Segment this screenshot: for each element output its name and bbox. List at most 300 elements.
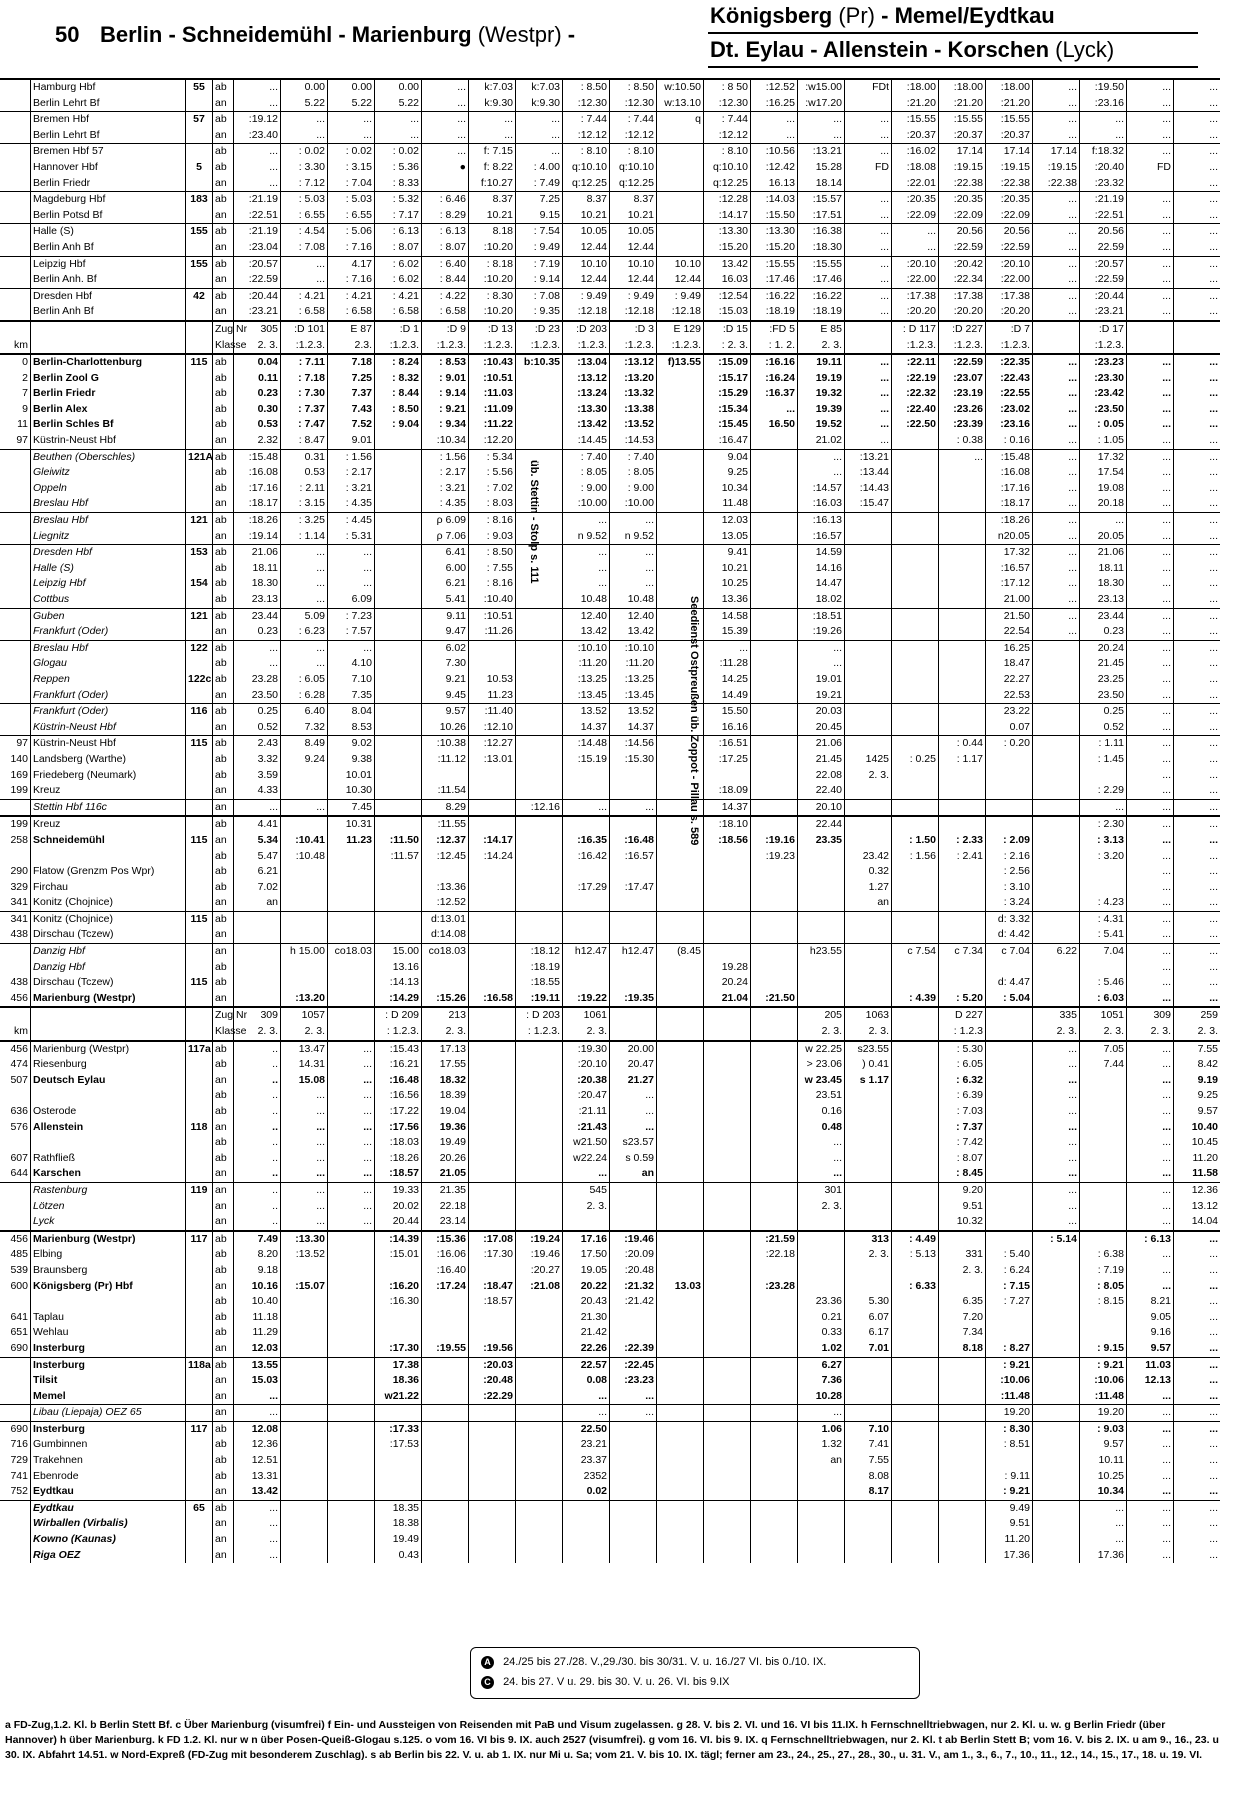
time-cell: 11.23 — [328, 833, 375, 849]
time-cell: FDt — [845, 79, 892, 96]
time-cell — [328, 880, 375, 896]
time-cell: :20.10 — [563, 1057, 610, 1073]
time-cell: ... — [1127, 833, 1174, 849]
time-cell: ... — [845, 386, 892, 402]
arrival-departure-marker: ab — [213, 880, 234, 896]
km-cell — [0, 112, 31, 128]
time-cell: ... — [1127, 371, 1174, 387]
time-cell: :10.56 — [751, 144, 798, 160]
time-cell: 10.10 — [657, 256, 704, 272]
station-name: Insterburg — [31, 1421, 186, 1437]
time-cell — [845, 944, 892, 960]
time-cell: ... — [422, 128, 469, 144]
time-cell: : 7.55 — [469, 561, 516, 577]
time-cell: .. — [234, 1073, 281, 1089]
time-cell: : 2.29 — [1080, 783, 1127, 799]
time-cell: 13.42 — [563, 624, 610, 640]
time-cell: : 7.44 — [563, 112, 610, 128]
time-cell: 17.55 — [422, 1057, 469, 1073]
time-cell — [516, 1548, 563, 1564]
time-cell: 8.53 — [328, 720, 375, 736]
time-cell — [704, 864, 751, 880]
time-cell — [1033, 1405, 1080, 1422]
time-cell — [892, 1166, 939, 1182]
time-cell: :D 203 — [563, 321, 610, 338]
time-cell: ... — [1174, 1357, 1221, 1373]
time-cell: ... — [1174, 1516, 1221, 1532]
time-cell: :18.00 — [892, 79, 939, 96]
arrival-departure-marker: ab — [213, 704, 234, 720]
km-cell — [0, 465, 31, 481]
time-cell — [375, 864, 422, 880]
time-cell — [751, 1325, 798, 1341]
time-cell — [328, 1469, 375, 1485]
time-cell: :15.29 — [704, 386, 751, 402]
time-cell: ... — [845, 112, 892, 128]
time-cell: s 1.17 — [845, 1073, 892, 1089]
time-cell — [939, 895, 986, 911]
time-cell — [516, 752, 563, 768]
time-cell: :20.42 — [939, 256, 986, 272]
timetable-row — [0, 576, 1220, 592]
time-cell — [986, 816, 1033, 833]
time-cell — [469, 944, 516, 960]
time-cell — [892, 864, 939, 880]
station-name: Reppen — [31, 672, 186, 688]
time-cell: : 7.27 — [986, 1294, 1033, 1310]
time-cell: :22.59 — [986, 240, 1033, 256]
time-cell: FD — [1127, 160, 1174, 176]
time-cell: :15.57 — [798, 192, 845, 208]
arrival-departure-marker: ab — [213, 672, 234, 688]
time-cell: 10.40 — [1174, 1120, 1221, 1136]
time-cell — [375, 880, 422, 896]
station-name: Berlin Anh Bf — [31, 240, 186, 256]
time-cell: :11.20 — [563, 656, 610, 672]
time-cell — [986, 1166, 1033, 1182]
time-cell: ... — [1080, 1532, 1127, 1548]
time-cell: ... — [328, 1166, 375, 1182]
time-cell: : 8.30 — [986, 1421, 1033, 1437]
arrival-departure-marker: Zug Nr — [213, 321, 234, 338]
time-cell — [939, 688, 986, 704]
time-cell: ... — [1174, 496, 1221, 512]
table-reference: 42 — [186, 288, 213, 304]
time-cell — [328, 1484, 375, 1500]
time-cell: :19.15 — [1033, 160, 1080, 176]
time-cell: 21.45 — [798, 752, 845, 768]
time-cell: 9.01 — [328, 433, 375, 449]
time-cell: : 6.40 — [422, 256, 469, 272]
time-cell: ... — [1174, 192, 1221, 208]
arrival-departure-marker: an — [213, 1484, 234, 1500]
time-cell: :D 1 — [375, 321, 422, 338]
time-cell: : 4.22 — [422, 288, 469, 304]
timetable-row — [0, 529, 1220, 545]
time-cell: 335 — [1033, 1007, 1080, 1024]
time-cell — [939, 592, 986, 608]
time-cell — [1033, 1325, 1080, 1341]
station-name: Dresden Hbf — [31, 288, 186, 304]
time-cell — [657, 1357, 704, 1373]
station-name: Berlin-Charlottenburg — [31, 354, 186, 371]
time-cell: ... — [1033, 592, 1080, 608]
time-cell — [516, 672, 563, 688]
time-cell — [375, 688, 422, 704]
timetable-row — [0, 911, 1220, 927]
time-cell: :18.09 — [704, 783, 751, 799]
time-cell: :16.57 — [610, 849, 657, 865]
time-cell: :20.03 — [469, 1357, 516, 1373]
time-cell — [516, 1166, 563, 1182]
time-cell — [845, 911, 892, 927]
time-cell: :12.30 — [610, 96, 657, 112]
time-cell: ) 0.41 — [845, 1057, 892, 1073]
time-cell: :23.21 — [234, 304, 281, 321]
time-cell: 0.00 — [375, 79, 422, 96]
time-cell — [1080, 1151, 1127, 1167]
time-cell: ... — [1174, 927, 1221, 943]
time-cell: :23.28 — [751, 1279, 798, 1295]
time-cell: 4.10 — [328, 656, 375, 672]
time-cell: :1.2.3. — [892, 338, 939, 355]
table-reference: 118a — [186, 1357, 213, 1373]
time-cell: ... — [516, 112, 563, 128]
km-cell — [0, 240, 31, 256]
time-cell: : 5.34 — [469, 449, 516, 465]
time-cell: :15.20 — [704, 240, 751, 256]
time-cell: 8.49 — [281, 736, 328, 752]
time-cell: : 1.56 — [328, 449, 375, 465]
table-reference: 121 — [186, 513, 213, 529]
time-cell: : 0.25 — [892, 752, 939, 768]
time-cell — [469, 1024, 516, 1041]
time-cell: : 8.18 — [469, 256, 516, 272]
time-cell: 21.05 — [422, 1166, 469, 1182]
timetable-row — [0, 1341, 1220, 1357]
time-cell: 20.00 — [610, 1041, 657, 1058]
station-name: Breslau Hbf — [31, 640, 186, 656]
time-cell: ... — [1127, 1389, 1174, 1405]
time-cell: :10.48 — [281, 849, 328, 865]
timetable-row — [0, 96, 1220, 112]
time-cell: : 8.45 — [939, 1166, 986, 1182]
time-cell — [939, 1389, 986, 1405]
time-cell: ... — [1127, 417, 1174, 433]
route-right-bot-light: (Lyck) — [1055, 37, 1115, 62]
time-cell: ... — [563, 561, 610, 577]
table-reference — [186, 944, 213, 960]
time-cell: 8.21 — [1127, 1294, 1174, 1310]
time-cell — [281, 1469, 328, 1485]
time-cell: :23.02 — [986, 402, 1033, 418]
time-cell: :22.59 — [939, 240, 986, 256]
station-name — [31, 338, 186, 355]
time-cell — [563, 960, 610, 976]
time-cell — [986, 1120, 1033, 1136]
time-cell: :10.34 — [422, 433, 469, 449]
time-cell: : 5.03 — [328, 192, 375, 208]
time-cell: :21.43 — [563, 1120, 610, 1136]
time-cell: : 9.00 — [610, 481, 657, 497]
time-cell: :13.30 — [281, 1231, 328, 1248]
station-name: Kreuz — [31, 816, 186, 833]
time-cell: :13.30 — [563, 402, 610, 418]
time-cell: ... — [1127, 799, 1174, 816]
station-name: Gumbinnen — [31, 1437, 186, 1453]
table-reference — [186, 321, 213, 338]
time-cell — [986, 1199, 1033, 1215]
time-cell — [704, 1073, 751, 1089]
arrival-departure-marker: ab — [213, 1135, 234, 1151]
time-cell: k:7.03 — [469, 79, 516, 96]
timetable-row — [0, 1214, 1220, 1231]
time-cell — [375, 561, 422, 577]
timetable-row — [0, 1548, 1220, 1564]
time-cell: co18.03 — [328, 944, 375, 960]
time-cell: ... — [281, 640, 328, 656]
time-cell: 1.27 — [845, 880, 892, 896]
time-cell: ... — [1033, 354, 1080, 371]
time-cell: :12.52 — [422, 895, 469, 911]
time-cell: : 8.10 — [610, 144, 657, 160]
km-cell: 456 — [10, 991, 28, 1004]
time-cell — [469, 1405, 516, 1422]
timetable-row — [0, 1135, 1220, 1151]
time-cell: : 2.17 — [328, 465, 375, 481]
time-cell — [375, 1310, 422, 1326]
time-cell: f:10.27 — [469, 176, 516, 192]
arrival-departure-marker: ab — [213, 1263, 234, 1279]
time-cell: :20.20 — [986, 304, 1033, 321]
arrival-departure-marker: ab — [213, 1057, 234, 1073]
time-cell: ... — [1127, 304, 1174, 321]
time-cell: ... — [1127, 1120, 1174, 1136]
time-cell — [469, 640, 516, 656]
time-cell — [845, 561, 892, 577]
time-cell — [516, 720, 563, 736]
time-cell — [281, 1263, 328, 1279]
arrival-departure-marker: ab — [213, 608, 234, 624]
time-cell: ... — [281, 112, 328, 128]
km-cell — [0, 304, 31, 321]
time-cell: 7.49 — [234, 1231, 281, 1248]
time-cell: 18.32 — [422, 1073, 469, 1089]
time-cell: 8.37 — [563, 192, 610, 208]
time-cell — [751, 1007, 798, 1024]
time-cell: ... — [1127, 688, 1174, 704]
time-cell — [751, 433, 798, 449]
time-cell: ... — [281, 1120, 328, 1136]
time-cell: 13.52 — [563, 704, 610, 720]
station-name: Insterburg — [31, 1341, 186, 1357]
time-cell — [516, 1073, 563, 1089]
table-reference — [186, 927, 213, 943]
time-cell — [939, 816, 986, 833]
time-cell — [986, 1104, 1033, 1120]
time-cell — [751, 1024, 798, 1041]
table-reference — [186, 176, 213, 192]
time-cell — [469, 880, 516, 896]
arrival-departure-marker: ab — [213, 1325, 234, 1341]
time-cell: : 8.10 — [563, 144, 610, 160]
station-name: Bremen Hbf — [31, 112, 186, 128]
time-cell: :14.57 — [798, 481, 845, 497]
time-cell: : 9.00 — [563, 481, 610, 497]
time-cell: ... — [1174, 112, 1221, 128]
time-cell: 20.24 — [1080, 640, 1127, 656]
time-cell: ... — [845, 240, 892, 256]
time-cell: 17.36 — [986, 1548, 1033, 1564]
time-cell — [328, 1007, 375, 1024]
time-cell: ... — [1127, 1151, 1174, 1167]
time-cell: :13.12 — [563, 371, 610, 387]
time-cell — [516, 1151, 563, 1167]
time-cell: 8.37 — [469, 192, 516, 208]
time-cell: ... — [1127, 1199, 1174, 1215]
time-cell: ... — [281, 799, 328, 816]
time-cell — [751, 529, 798, 545]
time-cell: :19.55 — [422, 1341, 469, 1357]
km-cell — [0, 144, 31, 160]
time-cell — [657, 1151, 704, 1167]
time-cell — [845, 640, 892, 656]
time-cell: ... — [1174, 1437, 1221, 1453]
time-cell: :22.01 — [892, 176, 939, 192]
km-cell: 199 — [10, 784, 28, 797]
time-cell: :16.25 — [751, 96, 798, 112]
time-cell — [516, 768, 563, 784]
time-cell — [657, 417, 704, 433]
time-cell: 0.11 — [234, 371, 281, 387]
time-cell — [375, 736, 422, 752]
time-cell — [751, 911, 798, 927]
station-name: Landsberg (Warthe) — [31, 752, 186, 768]
arrival-departure-marker: ab — [213, 768, 234, 784]
time-cell: 301 — [798, 1182, 845, 1198]
time-cell: 20.22 — [563, 1279, 610, 1295]
station-name: Insterburg — [31, 1357, 186, 1373]
time-cell: D 227 — [939, 1007, 986, 1024]
time-cell: 305 — [234, 321, 281, 338]
time-cell — [798, 911, 845, 927]
table-reference: 153 — [186, 545, 213, 561]
time-cell — [375, 799, 422, 816]
time-cell — [328, 1310, 375, 1326]
time-cell — [281, 1516, 328, 1532]
time-cell: :20.40 — [1080, 160, 1127, 176]
time-cell: : 1.2.3. — [375, 1024, 422, 1041]
time-cell — [375, 704, 422, 720]
station-name: Dirschau (Tczew) — [31, 975, 186, 991]
time-cell: : 8.53 — [422, 354, 469, 371]
time-cell: :1.2.3. — [563, 338, 610, 355]
time-cell: ... — [1033, 433, 1080, 449]
time-cell: ... — [1174, 513, 1221, 529]
time-cell — [657, 208, 704, 224]
time-cell — [892, 799, 939, 816]
time-cell: : 4.35 — [422, 496, 469, 512]
time-cell — [657, 1073, 704, 1089]
time-cell — [751, 1120, 798, 1136]
time-cell — [1033, 849, 1080, 865]
time-cell: 2. 3. — [845, 1024, 892, 1041]
time-cell — [798, 895, 845, 911]
time-cell — [610, 895, 657, 911]
time-cell: 7.35 — [328, 688, 375, 704]
time-cell: 1425 — [845, 752, 892, 768]
time-cell — [328, 1389, 375, 1405]
time-cell: .. — [234, 1057, 281, 1073]
time-cell: 13.16 — [375, 960, 422, 976]
table-reference — [186, 1548, 213, 1564]
legend-a-text: 24./25 bis 27./28. V.,29./30. bis 30/31. V. u. 16./27 VI. bis 0./10. IX. — [503, 1656, 827, 1668]
time-cell — [939, 1231, 986, 1248]
arrival-departure-marker: an — [213, 433, 234, 449]
time-cell: ... — [1127, 288, 1174, 304]
time-cell — [986, 1151, 1033, 1167]
time-cell: ... — [281, 1199, 328, 1215]
time-cell: :12.30 — [563, 96, 610, 112]
time-cell: : 7.08 — [281, 240, 328, 256]
time-cell: : 5.56 — [469, 465, 516, 481]
timetable-row — [0, 704, 1220, 720]
arrival-departure-marker: an — [213, 1214, 234, 1231]
time-cell: 5.22 — [375, 96, 422, 112]
time-cell — [939, 927, 986, 943]
time-cell: ρ 7.06 — [422, 529, 469, 545]
time-cell — [751, 672, 798, 688]
time-cell — [610, 1325, 657, 1341]
table-reference — [186, 1437, 213, 1453]
time-cell: :16.42 — [563, 849, 610, 865]
km-cell: 741 — [10, 1469, 28, 1482]
table-reference — [186, 1341, 213, 1357]
time-cell: 19.28 — [704, 960, 751, 976]
time-cell — [375, 783, 422, 799]
time-cell: f: 8.22 — [469, 160, 516, 176]
time-cell — [845, 513, 892, 529]
time-cell — [845, 1263, 892, 1279]
time-cell: 21.06 — [1080, 545, 1127, 561]
time-cell: :21.11 — [563, 1104, 610, 1120]
time-cell: :19.35 — [610, 991, 657, 1008]
station-name: Firchau — [31, 880, 186, 896]
time-cell: ... — [1127, 592, 1174, 608]
time-cell: 14.47 — [798, 576, 845, 592]
arrival-departure-marker: ab — [213, 192, 234, 208]
arrival-departure-marker: an — [213, 529, 234, 545]
table-reference: 115 — [186, 354, 213, 371]
time-cell: ... — [1127, 1437, 1174, 1453]
time-cell — [281, 1421, 328, 1437]
time-cell — [939, 465, 986, 481]
time-cell — [610, 1484, 657, 1500]
time-cell: : 1.45 — [1080, 752, 1127, 768]
timetable-row — [0, 338, 1220, 355]
time-cell: ... — [281, 576, 328, 592]
time-cell — [328, 1453, 375, 1469]
time-cell: 22.27 — [986, 672, 1033, 688]
route-left-dash: - — [567, 22, 576, 47]
time-cell: .. — [234, 1135, 281, 1151]
time-cell: : 7.15 — [986, 1279, 1033, 1295]
time-cell — [657, 176, 704, 192]
time-cell: ... — [234, 1516, 281, 1532]
time-cell — [422, 1389, 469, 1405]
timetable-row — [0, 1294, 1220, 1310]
time-cell: :16.30 — [375, 1294, 422, 1310]
